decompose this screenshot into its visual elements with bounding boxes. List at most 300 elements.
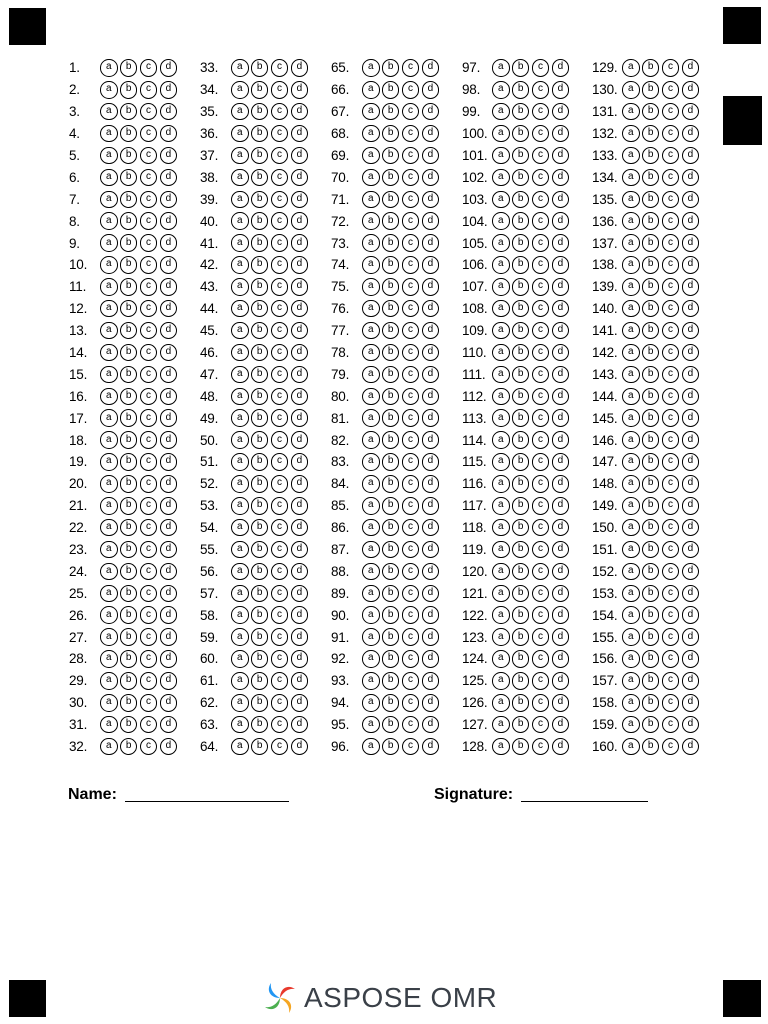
- answer-bubble-d[interactable]: d: [291, 453, 309, 471]
- answer-bubble-d[interactable]: d: [422, 563, 440, 581]
- answer-bubble-b[interactable]: b: [512, 716, 530, 734]
- answer-bubble-b[interactable]: b: [251, 344, 269, 362]
- answer-bubble-b[interactable]: b: [120, 409, 138, 427]
- answer-bubble-a[interactable]: a: [100, 366, 118, 384]
- answer-bubble-a[interactable]: a: [622, 628, 640, 646]
- answer-bubble-c[interactable]: c: [532, 366, 550, 384]
- answer-bubble-c[interactable]: c: [271, 59, 289, 77]
- answer-bubble-a[interactable]: a: [100, 59, 118, 77]
- answer-bubble-b[interactable]: b: [251, 169, 269, 187]
- answer-bubble-b[interactable]: b: [251, 81, 269, 99]
- answer-bubble-b[interactable]: b: [382, 650, 400, 668]
- answer-bubble-a[interactable]: a: [231, 366, 249, 384]
- answer-bubble-b[interactable]: b: [251, 541, 269, 559]
- answer-bubble-c[interactable]: c: [140, 191, 158, 209]
- answer-bubble-d[interactable]: d: [291, 344, 309, 362]
- answer-bubble-b[interactable]: b: [251, 453, 269, 471]
- answer-bubble-b[interactable]: b: [512, 212, 530, 230]
- answer-bubble-b[interactable]: b: [120, 563, 138, 581]
- answer-bubble-b[interactable]: b: [251, 672, 269, 690]
- answer-bubble-c[interactable]: c: [662, 563, 680, 581]
- answer-bubble-c[interactable]: c: [402, 300, 420, 318]
- answer-bubble-d[interactable]: d: [291, 585, 309, 603]
- answer-bubble-b[interactable]: b: [251, 103, 269, 121]
- answer-bubble-a[interactable]: a: [492, 497, 510, 515]
- answer-bubble-b[interactable]: b: [382, 278, 400, 296]
- answer-bubble-c[interactable]: c: [532, 322, 550, 340]
- answer-bubble-d[interactable]: d: [291, 59, 309, 77]
- answer-bubble-c[interactable]: c: [140, 606, 158, 624]
- answer-bubble-c[interactable]: c: [271, 191, 289, 209]
- answer-bubble-b[interactable]: b: [120, 606, 138, 624]
- answer-bubble-d[interactable]: d: [160, 234, 178, 252]
- answer-bubble-a[interactable]: a: [362, 234, 380, 252]
- answer-bubble-d[interactable]: d: [682, 300, 700, 318]
- answer-bubble-d[interactable]: d: [422, 366, 440, 384]
- answer-bubble-c[interactable]: c: [402, 59, 420, 77]
- answer-bubble-d[interactable]: d: [160, 191, 178, 209]
- answer-bubble-a[interactable]: a: [231, 738, 249, 756]
- answer-bubble-a[interactable]: a: [492, 694, 510, 712]
- answer-bubble-d[interactable]: d: [160, 716, 178, 734]
- answer-bubble-a[interactable]: a: [100, 256, 118, 274]
- answer-bubble-c[interactable]: c: [662, 716, 680, 734]
- answer-bubble-b[interactable]: b: [382, 453, 400, 471]
- answer-bubble-a[interactable]: a: [100, 585, 118, 603]
- answer-bubble-d[interactable]: d: [160, 147, 178, 165]
- answer-bubble-c[interactable]: c: [140, 585, 158, 603]
- answer-bubble-c[interactable]: c: [140, 541, 158, 559]
- answer-bubble-c[interactable]: c: [662, 388, 680, 406]
- answer-bubble-a[interactable]: a: [100, 388, 118, 406]
- answer-bubble-d[interactable]: d: [422, 234, 440, 252]
- answer-bubble-c[interactable]: c: [140, 563, 158, 581]
- answer-bubble-d[interactable]: d: [422, 519, 440, 537]
- answer-bubble-d[interactable]: d: [160, 628, 178, 646]
- answer-bubble-d[interactable]: d: [291, 431, 309, 449]
- answer-bubble-a[interactable]: a: [100, 541, 118, 559]
- answer-bubble-b[interactable]: b: [382, 300, 400, 318]
- answer-bubble-d[interactable]: d: [160, 650, 178, 668]
- answer-bubble-c[interactable]: c: [271, 716, 289, 734]
- answer-bubble-d[interactable]: d: [422, 694, 440, 712]
- answer-bubble-a[interactable]: a: [362, 694, 380, 712]
- answer-bubble-d[interactable]: d: [552, 147, 570, 165]
- answer-bubble-b[interactable]: b: [251, 716, 269, 734]
- answer-bubble-d[interactable]: d: [291, 256, 309, 274]
- answer-bubble-d[interactable]: d: [160, 475, 178, 493]
- answer-bubble-d[interactable]: d: [682, 519, 700, 537]
- answer-bubble-a[interactable]: a: [231, 409, 249, 427]
- answer-bubble-b[interactable]: b: [642, 453, 660, 471]
- answer-bubble-b[interactable]: b: [251, 497, 269, 515]
- answer-bubble-c[interactable]: c: [662, 431, 680, 449]
- answer-bubble-b[interactable]: b: [642, 300, 660, 318]
- answer-bubble-d[interactable]: d: [422, 585, 440, 603]
- answer-bubble-b[interactable]: b: [120, 475, 138, 493]
- answer-bubble-a[interactable]: a: [622, 169, 640, 187]
- answer-bubble-a[interactable]: a: [231, 541, 249, 559]
- answer-bubble-a[interactable]: a: [362, 716, 380, 734]
- answer-bubble-b[interactable]: b: [512, 475, 530, 493]
- answer-bubble-b[interactable]: b: [512, 278, 530, 296]
- answer-bubble-c[interactable]: c: [140, 300, 158, 318]
- answer-bubble-a[interactable]: a: [231, 234, 249, 252]
- answer-bubble-a[interactable]: a: [622, 650, 640, 668]
- answer-bubble-a[interactable]: a: [622, 103, 640, 121]
- answer-bubble-c[interactable]: c: [662, 585, 680, 603]
- answer-bubble-d[interactable]: d: [291, 563, 309, 581]
- answer-bubble-b[interactable]: b: [642, 650, 660, 668]
- answer-bubble-d[interactable]: d: [160, 409, 178, 427]
- answer-bubble-a[interactable]: a: [231, 191, 249, 209]
- answer-bubble-c[interactable]: c: [532, 475, 550, 493]
- answer-bubble-d[interactable]: d: [682, 81, 700, 99]
- answer-bubble-c[interactable]: c: [662, 409, 680, 427]
- answer-bubble-a[interactable]: a: [362, 278, 380, 296]
- answer-bubble-c[interactable]: c: [532, 59, 550, 77]
- answer-bubble-a[interactable]: a: [100, 409, 118, 427]
- answer-bubble-c[interactable]: c: [532, 344, 550, 362]
- answer-bubble-c[interactable]: c: [662, 738, 680, 756]
- answer-bubble-b[interactable]: b: [120, 234, 138, 252]
- answer-bubble-c[interactable]: c: [402, 169, 420, 187]
- answer-bubble-c[interactable]: c: [532, 453, 550, 471]
- answer-bubble-c[interactable]: c: [402, 191, 420, 209]
- answer-bubble-c[interactable]: c: [271, 628, 289, 646]
- answer-bubble-d[interactable]: d: [682, 256, 700, 274]
- answer-bubble-a[interactable]: a: [362, 650, 380, 668]
- answer-bubble-b[interactable]: b: [512, 497, 530, 515]
- answer-bubble-a[interactable]: a: [100, 278, 118, 296]
- answer-bubble-a[interactable]: a: [362, 585, 380, 603]
- answer-bubble-b[interactable]: b: [120, 59, 138, 77]
- answer-bubble-a[interactable]: a: [231, 628, 249, 646]
- answer-bubble-d[interactable]: d: [291, 519, 309, 537]
- answer-bubble-a[interactable]: a: [622, 191, 640, 209]
- answer-bubble-b[interactable]: b: [120, 497, 138, 515]
- answer-bubble-d[interactable]: d: [422, 322, 440, 340]
- answer-bubble-d[interactable]: d: [422, 147, 440, 165]
- answer-bubble-c[interactable]: c: [402, 672, 420, 690]
- answer-bubble-d[interactable]: d: [422, 256, 440, 274]
- answer-bubble-a[interactable]: a: [100, 344, 118, 362]
- answer-bubble-d[interactable]: d: [291, 716, 309, 734]
- answer-bubble-a[interactable]: a: [362, 344, 380, 362]
- answer-bubble-b[interactable]: b: [512, 300, 530, 318]
- answer-bubble-d[interactable]: d: [552, 694, 570, 712]
- answer-bubble-b[interactable]: b: [251, 431, 269, 449]
- answer-bubble-a[interactable]: a: [622, 716, 640, 734]
- answer-bubble-b[interactable]: b: [382, 59, 400, 77]
- answer-bubble-a[interactable]: a: [100, 519, 118, 537]
- answer-bubble-d[interactable]: d: [422, 278, 440, 296]
- answer-bubble-b[interactable]: b: [512, 169, 530, 187]
- answer-bubble-c[interactable]: c: [271, 366, 289, 384]
- answer-bubble-a[interactable]: a: [231, 519, 249, 537]
- answer-bubble-b[interactable]: b: [512, 59, 530, 77]
- answer-bubble-a[interactable]: a: [362, 541, 380, 559]
- answer-bubble-d[interactable]: d: [552, 388, 570, 406]
- answer-bubble-d[interactable]: d: [160, 453, 178, 471]
- answer-bubble-c[interactable]: c: [271, 147, 289, 165]
- answer-bubble-b[interactable]: b: [512, 563, 530, 581]
- answer-bubble-b[interactable]: b: [251, 694, 269, 712]
- answer-bubble-b[interactable]: b: [512, 366, 530, 384]
- answer-bubble-b[interactable]: b: [642, 738, 660, 756]
- answer-bubble-a[interactable]: a: [622, 278, 640, 296]
- answer-bubble-b[interactable]: b: [251, 388, 269, 406]
- answer-bubble-b[interactable]: b: [120, 278, 138, 296]
- answer-bubble-c[interactable]: c: [402, 125, 420, 143]
- answer-bubble-b[interactable]: b: [512, 147, 530, 165]
- answer-bubble-b[interactable]: b: [382, 541, 400, 559]
- answer-bubble-c[interactable]: c: [140, 475, 158, 493]
- answer-bubble-c[interactable]: c: [662, 59, 680, 77]
- answer-bubble-b[interactable]: b: [642, 322, 660, 340]
- answer-bubble-a[interactable]: a: [492, 738, 510, 756]
- answer-bubble-b[interactable]: b: [642, 103, 660, 121]
- answer-bubble-d[interactable]: d: [552, 606, 570, 624]
- answer-bubble-a[interactable]: a: [231, 256, 249, 274]
- answer-bubble-c[interactable]: c: [662, 366, 680, 384]
- answer-bubble-d[interactable]: d: [160, 344, 178, 362]
- answer-bubble-b[interactable]: b: [642, 628, 660, 646]
- answer-bubble-c[interactable]: c: [662, 300, 680, 318]
- answer-bubble-b[interactable]: b: [512, 322, 530, 340]
- answer-bubble-d[interactable]: d: [160, 300, 178, 318]
- answer-bubble-c[interactable]: c: [662, 322, 680, 340]
- answer-bubble-b[interactable]: b: [120, 738, 138, 756]
- answer-bubble-d[interactable]: d: [291, 125, 309, 143]
- answer-bubble-a[interactable]: a: [492, 563, 510, 581]
- answer-bubble-b[interactable]: b: [512, 81, 530, 99]
- answer-bubble-c[interactable]: c: [271, 322, 289, 340]
- answer-bubble-d[interactable]: d: [422, 738, 440, 756]
- answer-bubble-a[interactable]: a: [362, 738, 380, 756]
- answer-bubble-a[interactable]: a: [492, 344, 510, 362]
- answer-bubble-c[interactable]: c: [140, 278, 158, 296]
- answer-bubble-b[interactable]: b: [382, 147, 400, 165]
- answer-bubble-d[interactable]: d: [422, 672, 440, 690]
- answer-bubble-a[interactable]: a: [231, 81, 249, 99]
- answer-bubble-d[interactable]: d: [160, 212, 178, 230]
- answer-bubble-c[interactable]: c: [662, 672, 680, 690]
- answer-bubble-c[interactable]: c: [402, 431, 420, 449]
- answer-bubble-d[interactable]: d: [291, 366, 309, 384]
- answer-bubble-d[interactable]: d: [422, 431, 440, 449]
- answer-bubble-d[interactable]: d: [422, 541, 440, 559]
- answer-bubble-c[interactable]: c: [532, 300, 550, 318]
- answer-bubble-c[interactable]: c: [140, 409, 158, 427]
- answer-bubble-b[interactable]: b: [382, 125, 400, 143]
- answer-bubble-b[interactable]: b: [382, 628, 400, 646]
- answer-bubble-b[interactable]: b: [382, 81, 400, 99]
- answer-bubble-c[interactable]: c: [402, 716, 420, 734]
- answer-bubble-c[interactable]: c: [532, 212, 550, 230]
- answer-bubble-d[interactable]: d: [291, 497, 309, 515]
- answer-bubble-a[interactable]: a: [362, 475, 380, 493]
- answer-bubble-c[interactable]: c: [662, 125, 680, 143]
- answer-bubble-a[interactable]: a: [362, 563, 380, 581]
- answer-bubble-b[interactable]: b: [382, 585, 400, 603]
- answer-bubble-c[interactable]: c: [532, 694, 550, 712]
- answer-bubble-d[interactable]: d: [682, 497, 700, 515]
- answer-bubble-b[interactable]: b: [382, 475, 400, 493]
- answer-bubble-a[interactable]: a: [100, 606, 118, 624]
- answer-bubble-b[interactable]: b: [120, 322, 138, 340]
- answer-bubble-b[interactable]: b: [120, 169, 138, 187]
- answer-bubble-d[interactable]: d: [682, 716, 700, 734]
- answer-bubble-b[interactable]: b: [120, 519, 138, 537]
- answer-bubble-a[interactable]: a: [362, 322, 380, 340]
- answer-bubble-d[interactable]: d: [552, 191, 570, 209]
- answer-bubble-d[interactable]: d: [422, 125, 440, 143]
- answer-bubble-c[interactable]: c: [662, 278, 680, 296]
- answer-bubble-a[interactable]: a: [100, 234, 118, 252]
- answer-bubble-c[interactable]: c: [271, 344, 289, 362]
- answer-bubble-b[interactable]: b: [512, 738, 530, 756]
- answer-bubble-a[interactable]: a: [231, 606, 249, 624]
- answer-bubble-d[interactable]: d: [552, 475, 570, 493]
- answer-bubble-d[interactable]: d: [422, 169, 440, 187]
- answer-bubble-d[interactable]: d: [552, 212, 570, 230]
- answer-bubble-d[interactable]: d: [552, 497, 570, 515]
- answer-bubble-d[interactable]: d: [160, 672, 178, 690]
- answer-bubble-b[interactable]: b: [382, 256, 400, 274]
- answer-bubble-c[interactable]: c: [140, 453, 158, 471]
- answer-bubble-d[interactable]: d: [160, 59, 178, 77]
- answer-bubble-d[interactable]: d: [552, 59, 570, 77]
- answer-bubble-d[interactable]: d: [160, 497, 178, 515]
- answer-bubble-a[interactable]: a: [231, 344, 249, 362]
- answer-bubble-d[interactable]: d: [682, 475, 700, 493]
- answer-bubble-a[interactable]: a: [622, 453, 640, 471]
- answer-bubble-a[interactable]: a: [100, 475, 118, 493]
- answer-bubble-a[interactable]: a: [231, 672, 249, 690]
- answer-bubble-d[interactable]: d: [552, 409, 570, 427]
- answer-bubble-d[interactable]: d: [552, 366, 570, 384]
- answer-bubble-a[interactable]: a: [622, 388, 640, 406]
- answer-bubble-b[interactable]: b: [120, 453, 138, 471]
- answer-bubble-c[interactable]: c: [532, 738, 550, 756]
- answer-bubble-b[interactable]: b: [382, 388, 400, 406]
- answer-bubble-d[interactable]: d: [682, 322, 700, 340]
- answer-bubble-a[interactable]: a: [231, 147, 249, 165]
- answer-bubble-d[interactable]: d: [682, 563, 700, 581]
- answer-bubble-b[interactable]: b: [251, 366, 269, 384]
- answer-bubble-b[interactable]: b: [642, 716, 660, 734]
- answer-bubble-b[interactable]: b: [382, 716, 400, 734]
- answer-bubble-a[interactable]: a: [231, 497, 249, 515]
- answer-bubble-d[interactable]: d: [291, 409, 309, 427]
- answer-bubble-a[interactable]: a: [622, 256, 640, 274]
- answer-bubble-a[interactable]: a: [362, 366, 380, 384]
- answer-bubble-a[interactable]: a: [100, 81, 118, 99]
- answer-bubble-d[interactable]: d: [160, 606, 178, 624]
- answer-bubble-b[interactable]: b: [512, 125, 530, 143]
- answer-bubble-c[interactable]: c: [532, 628, 550, 646]
- answer-bubble-d[interactable]: d: [160, 103, 178, 121]
- answer-bubble-b[interactable]: b: [382, 519, 400, 537]
- answer-bubble-c[interactable]: c: [271, 497, 289, 515]
- answer-bubble-b[interactable]: b: [251, 519, 269, 537]
- answer-bubble-b[interactable]: b: [120, 300, 138, 318]
- answer-bubble-d[interactable]: d: [552, 563, 570, 581]
- answer-bubble-c[interactable]: c: [271, 563, 289, 581]
- answer-bubble-b[interactable]: b: [251, 191, 269, 209]
- answer-bubble-c[interactable]: c: [140, 738, 158, 756]
- answer-bubble-c[interactable]: c: [402, 563, 420, 581]
- answer-bubble-b[interactable]: b: [642, 694, 660, 712]
- answer-bubble-d[interactable]: d: [291, 169, 309, 187]
- answer-bubble-d[interactable]: d: [422, 628, 440, 646]
- answer-bubble-a[interactable]: a: [622, 234, 640, 252]
- answer-bubble-d[interactable]: d: [291, 322, 309, 340]
- answer-bubble-c[interactable]: c: [532, 541, 550, 559]
- answer-bubble-d[interactable]: d: [291, 650, 309, 668]
- answer-bubble-a[interactable]: a: [100, 169, 118, 187]
- answer-bubble-c[interactable]: c: [662, 103, 680, 121]
- answer-bubble-d[interactable]: d: [682, 344, 700, 362]
- answer-bubble-c[interactable]: c: [532, 103, 550, 121]
- answer-bubble-c[interactable]: c: [402, 694, 420, 712]
- answer-bubble-c[interactable]: c: [271, 475, 289, 493]
- answer-bubble-b[interactable]: b: [512, 541, 530, 559]
- answer-bubble-d[interactable]: d: [682, 278, 700, 296]
- answer-bubble-b[interactable]: b: [642, 366, 660, 384]
- answer-bubble-a[interactable]: a: [492, 59, 510, 77]
- answer-bubble-c[interactable]: c: [532, 606, 550, 624]
- answer-bubble-b[interactable]: b: [512, 191, 530, 209]
- answer-bubble-d[interactable]: d: [682, 431, 700, 449]
- answer-bubble-b[interactable]: b: [120, 694, 138, 712]
- answer-bubble-a[interactable]: a: [622, 59, 640, 77]
- answer-bubble-b[interactable]: b: [251, 409, 269, 427]
- answer-bubble-c[interactable]: c: [140, 234, 158, 252]
- answer-bubble-b[interactable]: b: [512, 672, 530, 690]
- answer-bubble-b[interactable]: b: [512, 388, 530, 406]
- answer-bubble-c[interactable]: c: [402, 103, 420, 121]
- answer-bubble-b[interactable]: b: [382, 497, 400, 515]
- answer-bubble-d[interactable]: d: [422, 475, 440, 493]
- answer-bubble-d[interactable]: d: [422, 650, 440, 668]
- answer-bubble-c[interactable]: c: [271, 169, 289, 187]
- answer-bubble-b[interactable]: b: [642, 431, 660, 449]
- answer-bubble-b[interactable]: b: [251, 300, 269, 318]
- answer-bubble-c[interactable]: c: [532, 191, 550, 209]
- answer-bubble-a[interactable]: a: [622, 300, 640, 318]
- answer-bubble-d[interactable]: d: [552, 453, 570, 471]
- answer-bubble-c[interactable]: c: [271, 694, 289, 712]
- answer-bubble-a[interactable]: a: [100, 738, 118, 756]
- answer-bubble-d[interactable]: d: [552, 585, 570, 603]
- answer-bubble-a[interactable]: a: [492, 409, 510, 427]
- answer-bubble-d[interactable]: d: [291, 300, 309, 318]
- answer-bubble-a[interactable]: a: [231, 59, 249, 77]
- answer-bubble-a[interactable]: a: [100, 431, 118, 449]
- answer-bubble-a[interactable]: a: [100, 563, 118, 581]
- answer-bubble-d[interactable]: d: [422, 716, 440, 734]
- answer-bubble-d[interactable]: d: [160, 169, 178, 187]
- answer-bubble-c[interactable]: c: [271, 388, 289, 406]
- answer-bubble-a[interactable]: a: [100, 147, 118, 165]
- answer-bubble-c[interactable]: c: [140, 81, 158, 99]
- answer-bubble-b[interactable]: b: [512, 519, 530, 537]
- answer-bubble-a[interactable]: a: [622, 563, 640, 581]
- answer-bubble-b[interactable]: b: [251, 256, 269, 274]
- answer-bubble-d[interactable]: d: [682, 366, 700, 384]
